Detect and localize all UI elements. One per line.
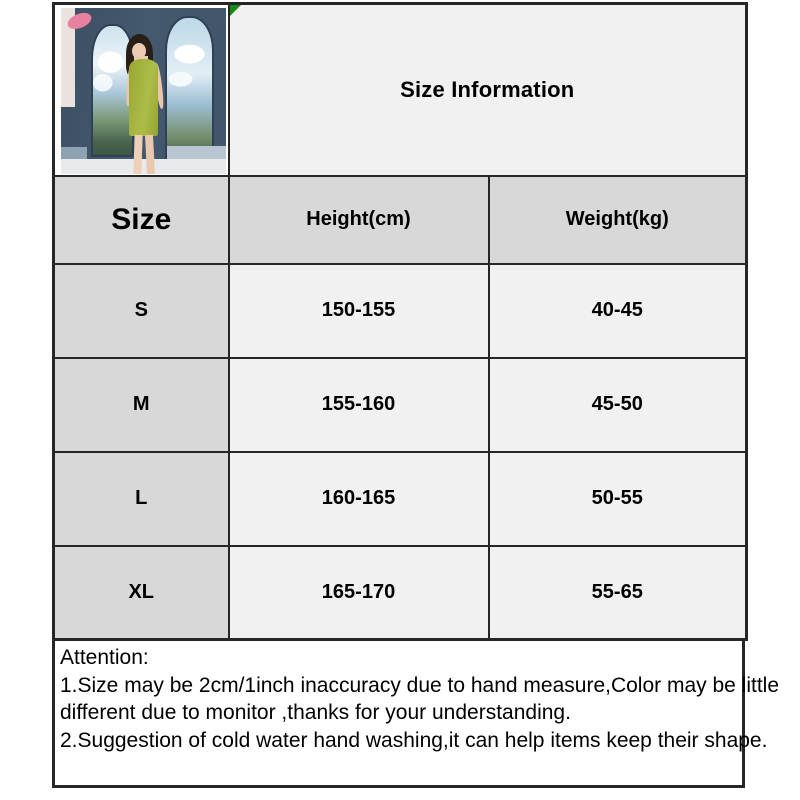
- attention-note: 1.Size may be 2cm/1inch inaccuracy due to hand measure,Color may be little: [60, 673, 780, 697]
- ground: [61, 159, 226, 174]
- table-row-m: [54, 358, 747, 452]
- title-cell: [229, 4, 747, 176]
- header-row: [54, 176, 747, 264]
- height-value: 150-155: [229, 264, 489, 358]
- product-photo-cell: [54, 4, 229, 176]
- attention-note: different due to monitor ,thanks for your understanding.: [60, 701, 571, 724]
- weight-value: 40-45: [489, 264, 747, 358]
- size-chart-table: [52, 2, 748, 641]
- page-title: Size Information: [400, 76, 575, 102]
- model-leg-right: [145, 135, 155, 174]
- size-label: L: [54, 452, 229, 546]
- weight-value: 45-50: [489, 358, 747, 452]
- column-header-size: Size: [54, 176, 229, 264]
- column-header-weight: Weight(kg): [489, 176, 747, 264]
- door-skirting-left: [61, 147, 87, 159]
- column-header-height: Height(cm): [229, 176, 489, 264]
- height-value: 165-170: [229, 546, 489, 640]
- weight-value: 50-55: [489, 452, 747, 546]
- product-photo: [61, 8, 226, 174]
- height-value: 155-160: [229, 358, 489, 452]
- size-chart-panel: [52, 2, 780, 788]
- glass-pane-right: [165, 16, 215, 159]
- table-row-xl: [54, 546, 747, 640]
- attention-note: 2.Suggestion of cold water hand washing,it can help items keep their shape.: [60, 728, 768, 752]
- table-row-l: [54, 452, 747, 546]
- green-corner-flag-icon: [230, 5, 241, 16]
- table-row-s: [54, 264, 747, 358]
- door-skirting-right: [167, 146, 226, 159]
- weight-value: 55-65: [489, 546, 747, 640]
- attention-box: [52, 641, 780, 788]
- height-value: 160-165: [229, 452, 489, 546]
- size-label: S: [54, 264, 229, 358]
- size-label: M: [54, 358, 229, 452]
- attention-label: Attention:: [60, 646, 149, 669]
- size-label: XL: [54, 546, 229, 640]
- model-dress: [129, 59, 158, 135]
